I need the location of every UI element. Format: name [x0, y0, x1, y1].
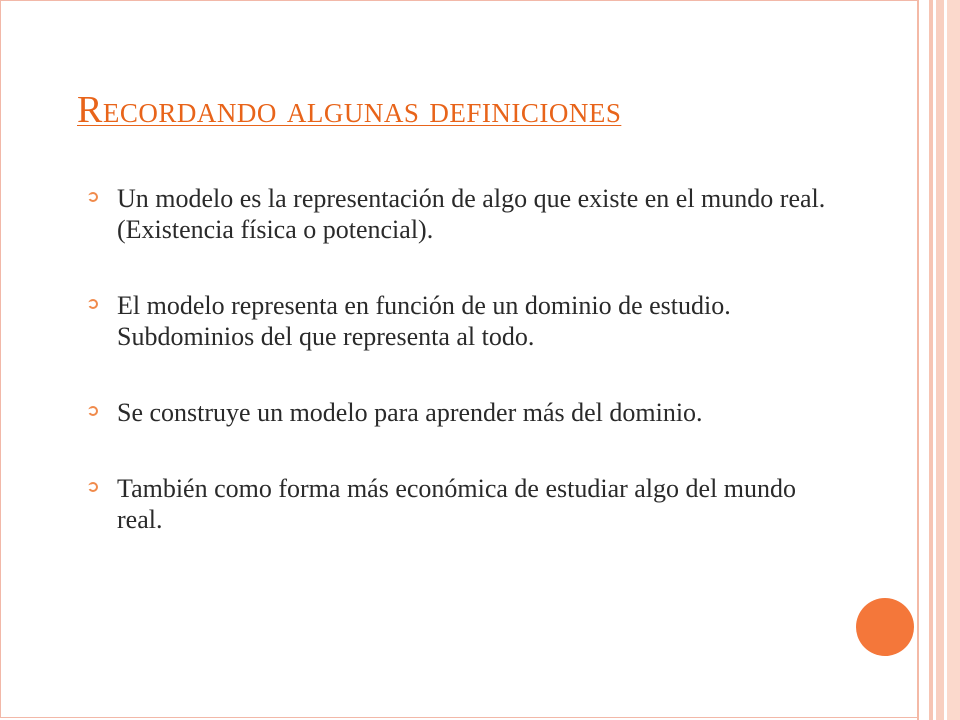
orange-circle-icon: [856, 598, 914, 656]
bullet-item: [88, 473, 828, 535]
slide-title: Recordando algunas definiciones: [77, 89, 622, 131]
bullet-text: Se construye un modelo para aprender más del dominio.: [117, 398, 703, 427]
bullet-text: También como forma más económica de estudiar algo del mundo real.: [117, 474, 797, 534]
bullet-item: [88, 397, 828, 428]
open-circle-bullet-icon: [88, 299, 98, 309]
bullet-list: [88, 183, 828, 580]
bullet-item: [88, 183, 828, 245]
open-circle-bullet-icon: [88, 482, 98, 492]
right-stripe-decoration: [947, 0, 960, 720]
open-circle-bullet-icon: [88, 406, 98, 416]
bullet-item: [88, 290, 828, 352]
bullet-text: El modelo representa en función de un dominio de estudio. Subdominios del que representa al todo.: [117, 291, 731, 351]
bullet-text: Un modelo es la representación de algo que existe en el mundo real. (Existencia física o potencial).: [117, 184, 826, 244]
open-circle-bullet-icon: [88, 192, 98, 202]
right-stripe-decoration: [919, 0, 929, 720]
right-stripe-decoration: [936, 0, 944, 720]
